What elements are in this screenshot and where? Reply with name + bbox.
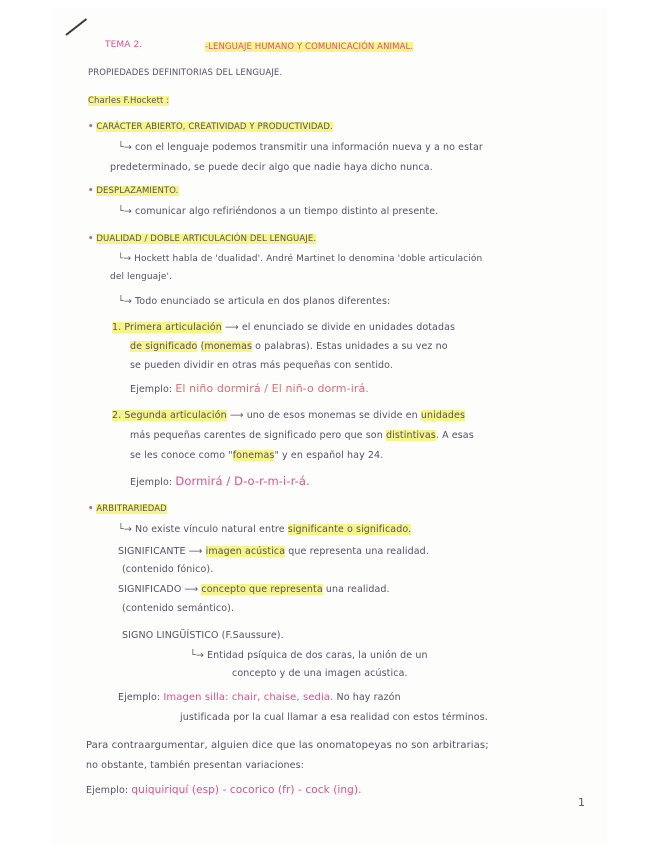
ejemplo-3: Ejemplo: Imagen silla: chair, chaise, sedia. No hay razón xyxy=(118,692,401,703)
tema-title: -LENGUAJE HUMANO Y COMUNICACIÓN ANIMAL. xyxy=(205,42,414,52)
text-line: └→ No existe vínculo natural entre significante o significado. xyxy=(118,524,412,535)
text-line: └→ Todo enunciado se articula en dos planos diferentes: xyxy=(118,296,391,307)
text-line: justificada por la cual llamar a esa realidad con estos términos. xyxy=(180,712,488,723)
text-line: del lenguaje'. xyxy=(110,272,173,282)
text-line: más pequeñas carentes de significado pero que son distintivas. A esas xyxy=(130,430,474,441)
text-line: (contenido semántico). xyxy=(122,603,235,614)
text-line: Para contraargumentar, alguien dice que las onomatopeyas no son arbitrarias; xyxy=(86,740,489,751)
significante-line: SIGNIFICANTE ⟶ imagen acústica que representa una realidad. xyxy=(118,546,429,557)
text-line: └→ con el lenguaje podemos transmitir una información nueva y a no estar xyxy=(118,142,483,153)
bullet-dualidad: • DUALIDAD / DOBLE ARTICULACIÓN DEL LENGUAJE. xyxy=(88,234,317,244)
page-number: 1 xyxy=(578,796,586,809)
text-line: predeterminado, se puede decir algo que nadie haya dicho nunca. xyxy=(110,162,433,173)
tema-label: TEMA 2. xyxy=(105,40,143,50)
segunda-articulacion: 2. Segunda articulación ⟶ uno de esos monemas se divide en unidades xyxy=(112,410,466,421)
significado-line: SIGNIFICADO ⟶ concepto que representa una realidad. xyxy=(118,584,390,595)
text-line: └→ Hockett habla de 'dualidad'. André Martinet lo denomina 'doble articulación xyxy=(118,254,483,264)
text-line: (contenido fónico). xyxy=(122,564,214,575)
section-subtitle: PROPIEDADES DEFINITORIAS DEL LENGUAJE. xyxy=(88,68,283,78)
author-line: Charles F.Hockett : xyxy=(88,96,170,106)
signo-linguistico: SIGNO LINGÜÍSTICO (F.Saussure). xyxy=(122,630,284,641)
text-line: concepto y de una imagen acústica. xyxy=(232,668,408,679)
text-line: se les conoce como "fonemas" y en español hay 24. xyxy=(130,450,384,461)
ejemplo-1: Ejemplo: El niño dormirá / El niñ-o dorm-irá. xyxy=(130,382,369,395)
primera-articulacion: 1. Primera articulación ⟶ el enunciado se divide en unidades dotadas xyxy=(112,322,456,333)
ejemplo-4: Ejemplo: quiquiriquí (esp) - cocorico (fr) - cock (ing). xyxy=(86,784,362,796)
bullet-creatividad: • CARÁCTER ABIERTO, CREATIVIDAD Y PRODUCTIVIDAD. xyxy=(88,122,333,132)
text-line: └→ comunicar algo refiriéndonos a un tiempo distinto al presente. xyxy=(118,206,439,217)
ejemplo-2: Ejemplo: Dormirá / D-o-r-m-i-r-á. xyxy=(130,474,310,488)
text-line: no obstante, también presentan variaciones: xyxy=(86,760,304,771)
bullet-desplazamiento: • DESPLAZAMIENTO. xyxy=(88,186,179,196)
text-line: └→ Entidad psíquica de dos caras, la unión de un xyxy=(190,650,428,661)
text-line: de significado (monemas o palabras). Estas unidades a su vez no xyxy=(130,341,448,352)
text-line: se pueden dividir en otras más pequeñas con sentido. xyxy=(130,360,394,371)
bullet-arbitrariedad: • ARBITRARIEDAD xyxy=(88,504,167,514)
